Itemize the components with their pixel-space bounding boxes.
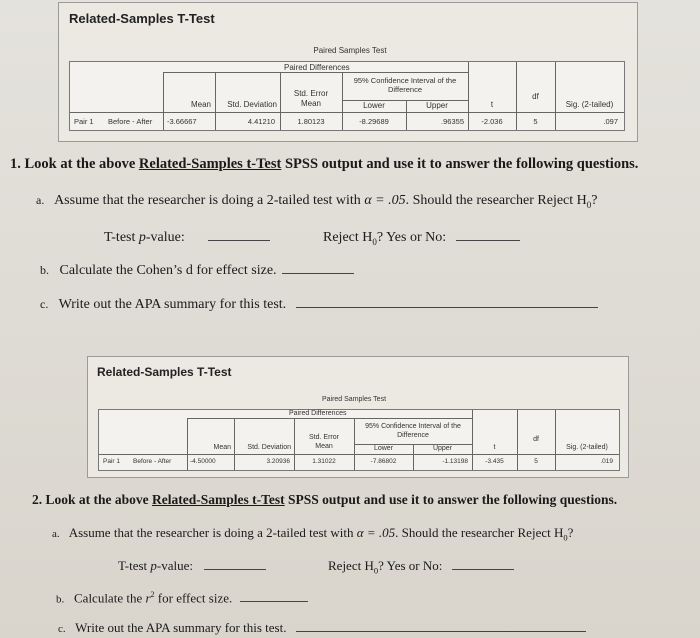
value-upper: .96355 bbox=[441, 117, 464, 126]
value-mean: -3.66667 bbox=[167, 117, 197, 126]
value-mean: -4.50000 bbox=[190, 458, 216, 465]
col-header-se: Std. Error Mean bbox=[309, 434, 339, 450]
question-1a: a. Assume that the researcher is doing a 2-tailed test with α = .05. Should the researcher Reject $H_0$? bbox=[36, 193, 598, 210]
value-df: 5 bbox=[533, 117, 538, 126]
value-sig: .019 bbox=[600, 458, 613, 465]
col-header-t: t bbox=[490, 100, 494, 109]
row-pair-label: Pair 1 bbox=[103, 458, 120, 465]
pvalue-answer-blank-1[interactable] bbox=[208, 240, 270, 241]
table-caption: Paired Samples Test bbox=[321, 396, 387, 403]
pvalue-prompt-2: T-test p-value: bbox=[118, 558, 266, 574]
col-header-sig: Sig. (2-tailed) bbox=[565, 100, 614, 109]
col-header-mean: Mean bbox=[213, 444, 231, 451]
group-header: Paired Differences bbox=[284, 63, 350, 72]
row-variable-label: Before - After bbox=[133, 458, 172, 465]
spss-output-title: Related-Samples T-Test bbox=[97, 365, 232, 379]
reject-prompt-2: Reject $H_0$? Yes or No: bbox=[328, 558, 514, 576]
question-2-heading: 2. Look at the above Related-Samples t-Test SPSS output and use it to answer the following questions. bbox=[32, 492, 618, 507]
cohens-d-answer-blank[interactable] bbox=[282, 273, 354, 274]
col-header-sd: Std. Deviation bbox=[227, 100, 277, 109]
reject-prompt-1: Reject $H_0$? Yes or No: bbox=[323, 230, 520, 247]
row-pair-label: Pair 1 bbox=[74, 117, 94, 126]
ci-header: 95% Confidence Interval of the Difference bbox=[353, 76, 457, 94]
col-header-mean: Mean bbox=[190, 100, 211, 109]
col-header-se: Std. Error Mean bbox=[293, 89, 329, 108]
reject-answer-blank-1[interactable] bbox=[456, 240, 520, 241]
question-2c: c. Write out the APA summary for this test. bbox=[58, 620, 586, 636]
paired-samples-table bbox=[69, 46, 625, 131]
value-se: 1.31022 bbox=[312, 458, 336, 465]
pvalue-prompt-1: T-test p-value: bbox=[104, 230, 270, 246]
row-variable-label: Before - After bbox=[108, 117, 153, 126]
apa-summary-answer-blank-1[interactable] bbox=[296, 307, 598, 308]
r-squared-answer-blank[interactable] bbox=[240, 601, 308, 602]
value-df: 5 bbox=[534, 458, 538, 465]
paired-samples-table bbox=[98, 396, 620, 471]
value-lower: -7.86802 bbox=[370, 458, 397, 465]
value-t: -3.435 bbox=[485, 458, 504, 465]
reject-answer-blank-2[interactable] bbox=[452, 569, 514, 570]
col-header-lower: Lower bbox=[373, 445, 394, 452]
col-header-upper: Upper bbox=[426, 101, 448, 110]
value-upper: -1.13198 bbox=[442, 458, 468, 465]
spss-output-title: Related-Samples T-Test bbox=[69, 11, 215, 26]
value-sd: 4.41210 bbox=[247, 117, 275, 126]
question-1-heading: 1. Look at the above Related-Samples t-Test SPSS output and use it to answer the following questions. bbox=[10, 156, 639, 172]
value-sig: .097 bbox=[603, 117, 618, 126]
value-se: 1.80123 bbox=[297, 117, 325, 126]
col-header-df: df bbox=[533, 436, 539, 443]
apa-summary-answer-blank-2[interactable] bbox=[296, 631, 586, 632]
col-header-df: df bbox=[532, 92, 539, 101]
pvalue-answer-blank-2[interactable] bbox=[204, 569, 266, 570]
question-1c: c. Write out the APA summary for this test. bbox=[40, 297, 598, 313]
question-2b: b. Calculate the $r^2$ for effect size. bbox=[56, 590, 308, 606]
col-header-lower: Lower bbox=[363, 101, 385, 110]
ci-header: 95% Confidence Interval of the Difference bbox=[365, 423, 461, 439]
col-header-sd: Std. Deviation bbox=[247, 444, 291, 451]
value-t: -2.036 bbox=[481, 117, 503, 126]
question-2a: a. Assume that the researcher is doing a 2-tailed test with α = .05. Should the researcher Reject $H_0$? bbox=[52, 525, 574, 543]
col-header-t: t bbox=[493, 444, 496, 451]
table-caption: Paired Samples Test bbox=[313, 46, 387, 55]
col-header-sig: Sig. (2-tailed) bbox=[566, 444, 608, 451]
value-lower: -8.29689 bbox=[359, 117, 389, 126]
col-header-upper: Upper bbox=[432, 445, 453, 452]
value-sd: 3.20936 bbox=[266, 458, 290, 465]
group-header: Paired Differences bbox=[289, 410, 347, 417]
spss-output-2 bbox=[87, 356, 629, 478]
question-1b: b. Calculate the Cohen’s d for effect size. bbox=[40, 263, 354, 279]
spss-output-1 bbox=[58, 2, 638, 142]
